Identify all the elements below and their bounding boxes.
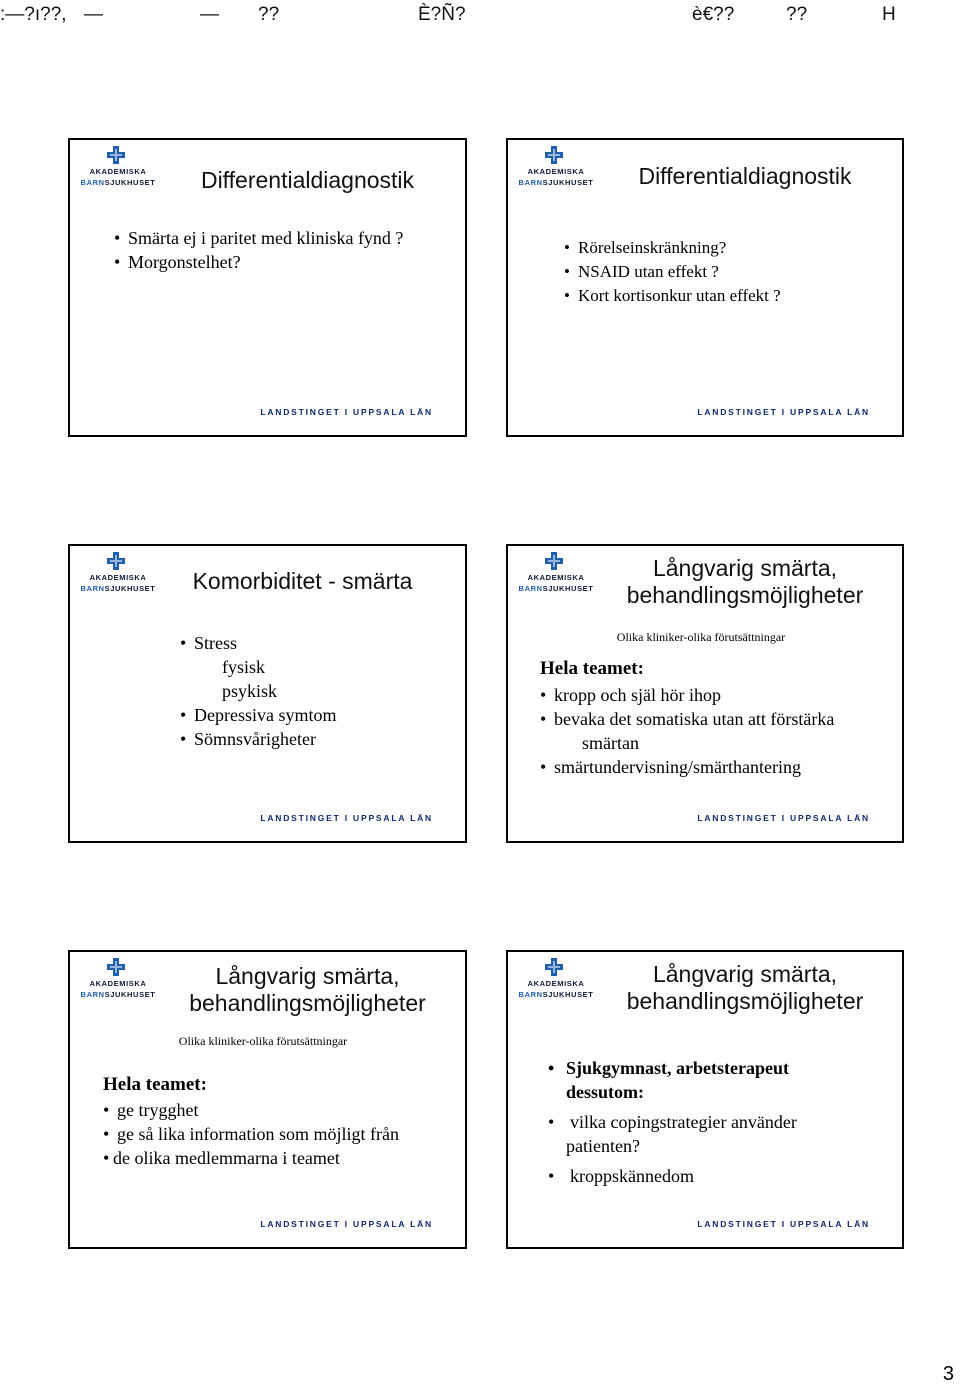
cross-logo-icon bbox=[107, 552, 125, 570]
bullet-item: • Sjukgymnast, arbetsterapeut bbox=[548, 1056, 797, 1080]
bullet-item: • Rörelseinskränkning? bbox=[564, 236, 781, 260]
page-number: 3 bbox=[942, 1363, 954, 1385]
logo-line-2: BARNSJUKHUSET bbox=[518, 178, 594, 187]
hospital-logo bbox=[78, 146, 158, 186]
cross-logo-icon bbox=[107, 146, 125, 164]
footer-brand: LANDSTINGET I UPPSALA LÄN bbox=[260, 1219, 433, 1229]
slide-6 bbox=[506, 950, 904, 1249]
logo-line-1: AKADEMISKA bbox=[527, 573, 585, 582]
bullet-list bbox=[548, 1056, 797, 1188]
bullet-item: • ge trygghet bbox=[103, 1098, 399, 1122]
header-fragment: È?Ñ? bbox=[418, 4, 466, 25]
bullet-item: • bevaka det somatiska utan att förstärka bbox=[540, 707, 834, 731]
bullet-list bbox=[114, 226, 403, 274]
slide-5 bbox=[68, 950, 467, 1249]
hospital-logo bbox=[78, 552, 158, 592]
header-fragment: :—?ı??, bbox=[0, 4, 67, 25]
logo-line-2: BARNSJUKHUSET bbox=[80, 990, 156, 999]
team-heading: Hela teamet: bbox=[103, 1074, 207, 1095]
slide-title-line-2: behandlingsmöjligheter bbox=[626, 988, 864, 1014]
slide-title: Differentialdiagnostik bbox=[200, 167, 415, 193]
header-fragment: ?? bbox=[258, 4, 280, 25]
header-fragment: è€?? bbox=[692, 4, 735, 25]
slide-title-line-1: Långvarig smärta, bbox=[652, 555, 838, 581]
bullet-continuation: dessutom: bbox=[566, 1082, 645, 1102]
bullet-continuation: smärtan bbox=[582, 733, 639, 753]
footer-brand: LANDSTINGET I UPPSALA LÄN bbox=[697, 1219, 870, 1229]
slide-title-line-1: Långvarig smärta, bbox=[652, 961, 838, 987]
slide-3 bbox=[68, 544, 467, 843]
logo-line-1: AKADEMISKA bbox=[527, 167, 585, 176]
header-fragment: ?? bbox=[786, 4, 808, 25]
slide-1 bbox=[68, 138, 467, 437]
subtitle-note: Olika kliniker-olika förutsättningar bbox=[616, 630, 786, 644]
bullet-list bbox=[180, 631, 336, 751]
cross-logo-icon bbox=[545, 552, 563, 570]
slide-title bbox=[598, 555, 892, 609]
hospital-logo bbox=[516, 958, 596, 998]
footer-brand: LANDSTINGET I UPPSALA LÄN bbox=[697, 407, 870, 417]
bullet-item: • Morgonstelhet? bbox=[114, 250, 403, 274]
logo-line-2: BARNSJUKHUSET bbox=[518, 990, 594, 999]
bullet-item: • Depressiva symtom bbox=[180, 703, 336, 727]
bullet-continuation: • de olika medlemmarna i teamet bbox=[103, 1146, 399, 1170]
slide-title: Differentialdiagnostik bbox=[638, 163, 852, 189]
cross-logo-icon bbox=[545, 146, 563, 164]
logo-line-1: AKADEMISKA bbox=[89, 167, 147, 176]
bullet-item: • Stress bbox=[180, 631, 336, 655]
team-heading: Hela teamet: bbox=[540, 658, 644, 679]
bullet-item: • kroppskännedom bbox=[548, 1164, 797, 1188]
hospital-logo bbox=[516, 552, 596, 592]
bullet-item: • Smärta ej i paritet med kliniska fynd ? bbox=[114, 226, 403, 250]
bullet-list bbox=[103, 1098, 399, 1170]
hospital-logo bbox=[516, 146, 596, 186]
bullet-item: • vilka copingstrategier använder bbox=[548, 1110, 797, 1134]
sub-item: psykisk bbox=[222, 681, 278, 701]
footer-brand: LANDSTINGET I UPPSALA LÄN bbox=[260, 813, 433, 823]
bullet-item: • kropp och själ hör ihop bbox=[540, 683, 834, 707]
sub-item: fysisk bbox=[222, 657, 266, 677]
slide-title: Komorbiditet - smärta bbox=[192, 568, 413, 594]
slide-title bbox=[160, 963, 455, 1017]
bullet-item: • ge så lika information som möjligt från bbox=[103, 1122, 399, 1146]
header-fragment: — bbox=[200, 4, 219, 25]
slide-title-line-1: Långvarig smärta, bbox=[215, 963, 400, 989]
cross-logo-icon bbox=[545, 958, 563, 976]
hospital-logo bbox=[78, 958, 158, 998]
page-header bbox=[0, 4, 960, 28]
cross-logo-icon bbox=[107, 958, 125, 976]
logo-line-2: BARNSJUKHUSET bbox=[518, 584, 594, 593]
bullet-continuation: patienten? bbox=[566, 1136, 640, 1156]
bullet-item: • Sömnsvårigheter bbox=[180, 727, 336, 751]
header-fragment: — bbox=[84, 4, 103, 25]
footer-brand: LANDSTINGET I UPPSALA LÄN bbox=[260, 407, 433, 417]
logo-line-2: BARNSJUKHUSET bbox=[80, 178, 156, 187]
bullet-item: • smärtundervisning/smärthantering bbox=[540, 755, 834, 779]
logo-line-1: AKADEMISKA bbox=[89, 573, 147, 582]
slide-title-line-2: behandlingsmöjligheter bbox=[626, 582, 864, 608]
logo-line-2: BARNSJUKHUSET bbox=[80, 584, 156, 593]
slide-2 bbox=[506, 138, 904, 437]
header-fragment: H bbox=[882, 4, 896, 25]
slide-4 bbox=[506, 544, 904, 843]
logo-line-1: AKADEMISKA bbox=[89, 979, 147, 988]
slide-title bbox=[598, 961, 892, 1015]
bullet-list bbox=[540, 683, 834, 779]
logo-line-1: AKADEMISKA bbox=[527, 979, 585, 988]
subtitle-note: Olika kliniker-olika förutsättningar bbox=[178, 1034, 348, 1048]
bullet-list bbox=[564, 236, 781, 308]
slide-title-line-2: behandlingsmöjligheter bbox=[189, 990, 426, 1016]
footer-brand: LANDSTINGET I UPPSALA LÄN bbox=[697, 813, 870, 823]
bullet-item: • Kort kortisonkur utan effekt ? bbox=[564, 284, 781, 308]
bullet-item: • NSAID utan effekt ? bbox=[564, 260, 781, 284]
